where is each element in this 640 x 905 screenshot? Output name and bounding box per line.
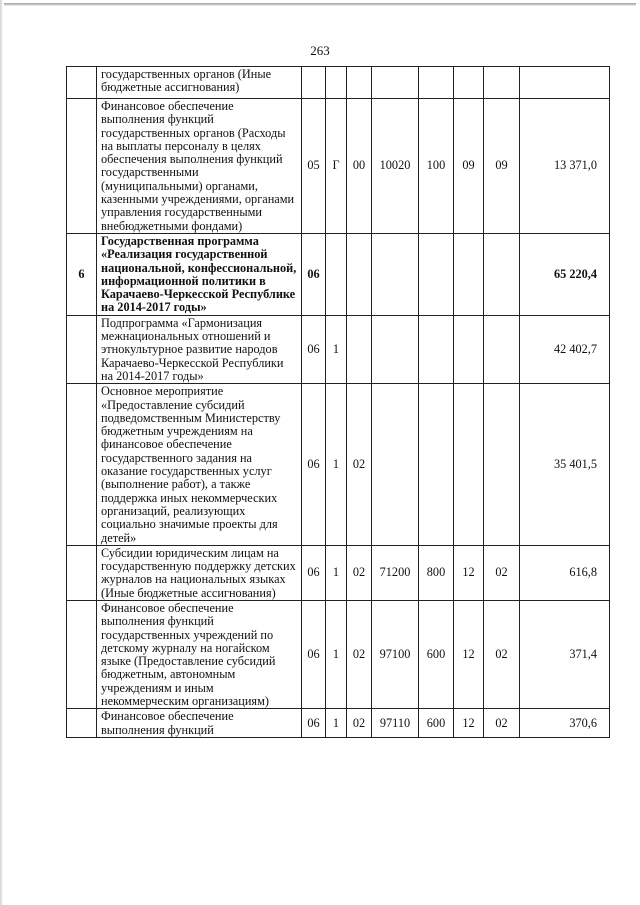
- row-number-cell: 6: [67, 233, 97, 315]
- code-division-cell: [454, 315, 484, 383]
- code-section-cell: [302, 67, 326, 99]
- code-subdivision-cell: [484, 233, 520, 315]
- code-direction-cell: [372, 315, 419, 383]
- code-direction-cell: [372, 233, 419, 315]
- code-direction-cell: [372, 67, 419, 99]
- code-section-cell: 06: [302, 709, 326, 738]
- code-direction-cell: 10020: [372, 99, 419, 234]
- code-direction-cell: 71200: [372, 545, 419, 600]
- code-subdivision-cell: [484, 315, 520, 383]
- code-division-cell: [454, 67, 484, 99]
- code-expense-type-cell: [419, 315, 454, 383]
- item-name-cell: Финансовое обеспечение выполнения функций: [97, 709, 302, 738]
- code-subprogram-cell: [347, 315, 372, 383]
- item-name-cell: государственных органов (Иные бюджетные ассигнования): [97, 67, 302, 99]
- row-number-cell: [67, 315, 97, 383]
- code-program-cell: 1: [326, 384, 347, 546]
- table-row: [67, 315, 610, 383]
- table-body: [67, 67, 610, 738]
- code-expense-type-cell: 600: [419, 709, 454, 738]
- code-division-cell: 12: [454, 545, 484, 600]
- row-number-cell: [67, 384, 97, 546]
- amount-cell: 371,4: [520, 600, 610, 708]
- code-division-cell: [454, 233, 484, 315]
- code-direction-cell: 97110: [372, 709, 419, 738]
- code-program-cell: 1: [326, 709, 347, 738]
- code-subprogram-cell: 02: [347, 545, 372, 600]
- budget-table: [66, 66, 610, 738]
- code-subdivision-cell: [484, 67, 520, 99]
- code-section-cell: 05: [302, 99, 326, 234]
- code-section-cell: 06: [302, 233, 326, 315]
- code-section-cell: 06: [302, 384, 326, 546]
- amount-cell: 616,8: [520, 545, 610, 600]
- code-division-cell: 12: [454, 600, 484, 708]
- row-number-cell: [67, 709, 97, 738]
- code-subprogram-cell: 02: [347, 600, 372, 708]
- amount-cell: 370,6: [520, 709, 610, 738]
- code-subprogram-cell: [347, 233, 372, 315]
- table-row: [67, 384, 610, 546]
- code-division-cell: 12: [454, 709, 484, 738]
- amount-cell: 35 401,5: [520, 384, 610, 546]
- item-name-cell: Субсидии юридическим лицам на государственную поддержку детских журналов на национальных языках (Иные бюджетные ассигнования): [97, 545, 302, 600]
- amount-cell: 42 402,7: [520, 315, 610, 383]
- code-subdivision-cell: 02: [484, 600, 520, 708]
- code-subprogram-cell: [347, 67, 372, 99]
- code-subdivision-cell: 02: [484, 709, 520, 738]
- code-program-cell: 1: [326, 315, 347, 383]
- code-program-cell: [326, 67, 347, 99]
- item-name-cell: Подпрограмма «Гармонизация межнациональных отношений и этнокультурное развитие народов Карачаево-Черкесской Республики на 2014-2017 годы»: [97, 315, 302, 383]
- amount-cell: 13 371,0: [520, 99, 610, 234]
- row-number-cell: [67, 600, 97, 708]
- page-number: 263: [310, 43, 330, 58]
- code-expense-type-cell: 600: [419, 600, 454, 708]
- item-name-cell: Финансовое обеспечение выполнения функций государственных органов (Расходы на выплаты персоналу в целях обеспечения выполнения функций государственными (муниципальными) органами, казенными учреждениями, органами управления государственными внебюджетными фондами): [97, 99, 302, 234]
- code-program-cell: Г: [326, 99, 347, 234]
- code-expense-type-cell: [419, 384, 454, 546]
- code-subdivision-cell: 09: [484, 99, 520, 234]
- code-expense-type-cell: [419, 67, 454, 99]
- table-row: [67, 67, 610, 99]
- code-subdivision-cell: [484, 384, 520, 546]
- item-name-cell: Финансовое обеспечение выполнения функций государственных учреждений по детскому журналу на ногайском языке (Предоставление субсидий бюджетным, автономным учреждениям и иным некоммерческим организациям): [97, 600, 302, 708]
- code-direction-cell: 97100: [372, 600, 419, 708]
- code-program-cell: 1: [326, 545, 347, 600]
- row-number-cell: [67, 67, 97, 99]
- table-row: [67, 709, 610, 738]
- code-expense-type-cell: 800: [419, 545, 454, 600]
- code-program-cell: [326, 233, 347, 315]
- amount-cell: 65 220,4: [520, 233, 610, 315]
- row-number-cell: [67, 99, 97, 234]
- code-division-cell: 09: [454, 99, 484, 234]
- code-section-cell: 06: [302, 600, 326, 708]
- row-number-cell: [67, 545, 97, 600]
- code-subdivision-cell: 02: [484, 545, 520, 600]
- code-expense-type-cell: [419, 233, 454, 315]
- code-expense-type-cell: 100: [419, 99, 454, 234]
- item-name-cell: Государственная программа «Реализация государственной национальной, конфессиональной, информационной политики в Карачаево-Черкесской Республике на 2014-2017 годы»: [97, 233, 302, 315]
- scan-edge-top: [4, 3, 636, 6]
- item-name-cell: Основное мероприятие «Предоставление субсидий подведомственным Министерству бюджетным учреждениям на финансовое обеспечение государственного задания на оказание государственных услуг (выполнение работ), а также поддержка иных некоммерческих организаций, реализующих социально значимые проекты для детей»: [97, 384, 302, 546]
- code-subprogram-cell: 02: [347, 384, 372, 546]
- table-row: [67, 600, 610, 708]
- table-row: [67, 233, 610, 315]
- code-division-cell: [454, 384, 484, 546]
- scan-edge-left: [0, 0, 3, 905]
- table-row: [67, 545, 610, 600]
- amount-cell: [520, 67, 610, 99]
- table-row: [67, 99, 610, 234]
- code-subprogram-cell: 00: [347, 99, 372, 234]
- code-subprogram-cell: 02: [347, 709, 372, 738]
- code-program-cell: 1: [326, 600, 347, 708]
- code-direction-cell: [372, 384, 419, 546]
- code-section-cell: 06: [302, 545, 326, 600]
- code-section-cell: 06: [302, 315, 326, 383]
